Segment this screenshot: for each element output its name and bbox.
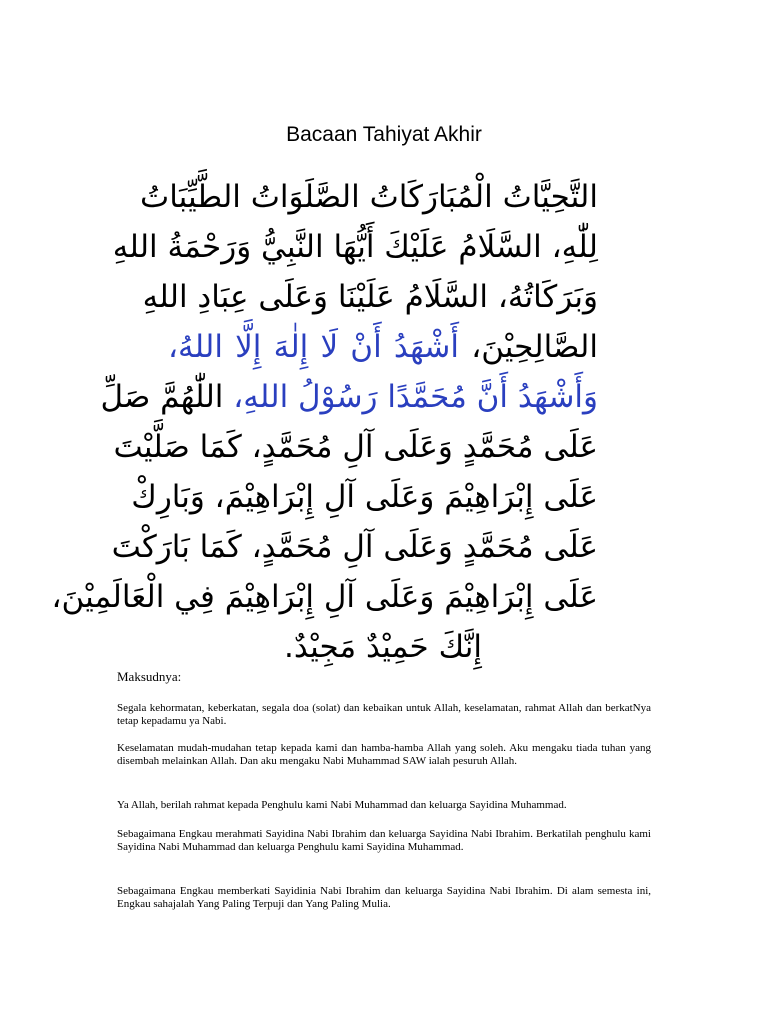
translation-paragraph: Keselamatan mudah-mudahan tetap kepada kami dan hamba-hamba Allah yang soleh. Aku mengaku tiada tuhan yang disembah melainkan Allah. Dan aku mengaku Nabi Muhammad SAW ialah pesuruh Allah. [117, 742, 651, 767]
arabic-line: وَأَشْهَدُ أَنَّ مُحَمَّدًا رَسُوْلُ اللهِ، اللّٰهُمَّ صَلِّ [100, 379, 598, 415]
arabic-line: عَلَى مُحَمَّدٍ وَعَلَى آلِ مُحَمَّدٍ، كَمَا صَلَّيْتَ [113, 429, 598, 465]
arabic-highlight: وَأَشْهَدُ أَنَّ مُحَمَّدًا رَسُوْلُ اللهِ، [233, 379, 598, 415]
arabic-highlight: أَشْهَدُ أَنْ لَا إِلٰهَ إِلَّا اللهُ، [168, 329, 460, 365]
arabic-line: الصَّالِحِيْنَ، أَشْهَدُ أَنْ لَا إِلٰهَ إِلَّا اللهُ، [168, 329, 598, 365]
arabic-line: عَلَى مُحَمَّدٍ وَعَلَى آلِ مُحَمَّدٍ، كَمَا بَارَكْتَ [111, 529, 598, 565]
translation-paragraph: Segala kehormatan, keberkatan, segala doa (solat) dan kebaikan untuk Allah, keselamatan, rahmat Allah dan berkatNya tetap kepadamu ya Nabi. [117, 702, 651, 727]
arabic-line: وَبَرَكَاتُهُ، السَّلَامُ عَلَيْنَا وَعَلَى عِبَادِ اللهِ [142, 279, 598, 315]
arabic-line: عَلَى إِبْرَاهِيْمَ وَعَلَى آلِ إِبْرَاهِيْمَ، وَبَارِكْ [131, 479, 598, 515]
arabic-line: لِلّٰهِ، السَّلَامُ عَلَيْكَ أَيُّهَا النَّبِيُّ وَرَحْمَةُ اللهِ [112, 229, 598, 265]
arabic-line: إِنَّكَ حَمِيْدٌ مَجِيْدٌ. [284, 629, 482, 665]
page-title: Bacaan Tahiyat Akhir [286, 123, 482, 146]
translation-paragraph: Ya Allah, berilah rahmat kepada Penghulu kami Nabi Muhammad dan keluarga Sayidina Muhammad. [117, 799, 567, 811]
translation-paragraph: Sebagaimana Engkau merahmati Sayidina Nabi Ibrahim dan keluarga Sayidina Nabi Ibrahim. Berkatilah penghulu kami Sayidina Nabi Muhammad dan keluarga Penghulu kami Sayidina Muhammad. [117, 828, 651, 853]
maksud-label: Maksudnya: [117, 669, 182, 684]
arabic-line: التَّحِيَّاتُ الْمُبَارَكَاتُ الصَّلَوَاتُ الطَّيِّبَاتُ [140, 179, 598, 215]
arabic-line: عَلَى إِبْرَاهِيْمَ وَعَلَى آلِ إِبْرَاهِيْمَ فِي الْعَالَمِيْنَ، [51, 579, 598, 615]
arabic-text-block [51, 172, 598, 672]
translation-paragraph: Sebagaimana Engkau memberkati Sayidinia Nabi Ibrahim dan keluarga Sayidina Nabi Ibrahim. Di alam semesta ini, Engkau sahajalah Yang Paling Terpuji dan Yang Paling Mulia. [117, 885, 651, 910]
